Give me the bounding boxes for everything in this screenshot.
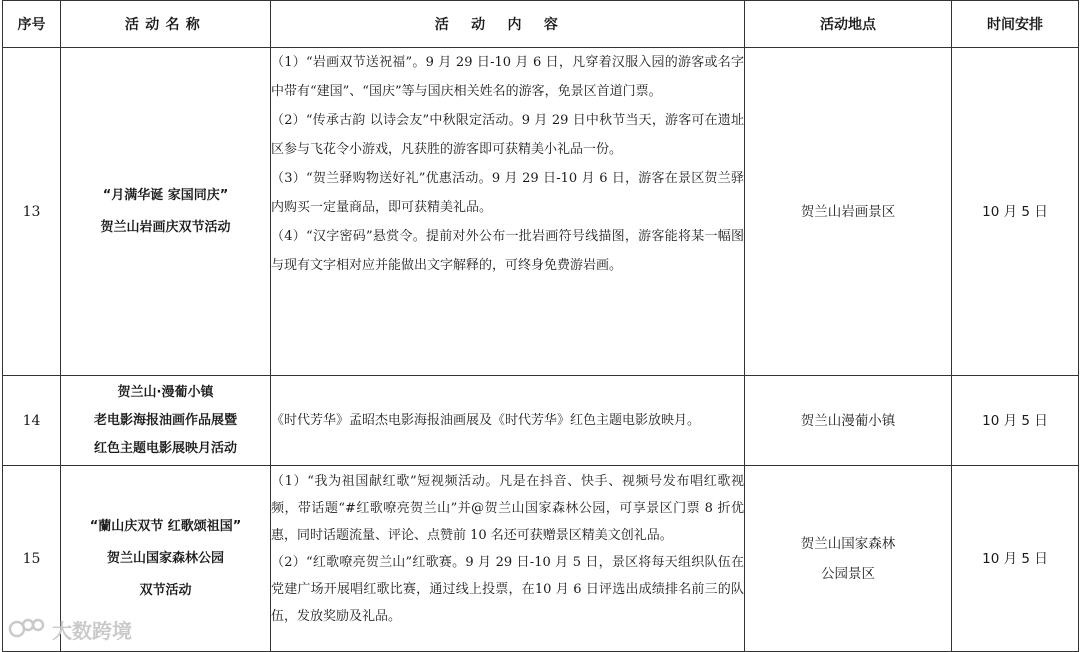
row-place-line: 贺兰山漫葡小镇 — [800, 412, 896, 429]
watermark-text: 大数跨境 — [52, 618, 132, 643]
header-time: 时间安排 — [952, 1, 1079, 48]
row-place — [745, 466, 952, 652]
header-content: 活动内容 — [271, 1, 745, 48]
row-time: 10 月 5 日 — [952, 48, 1079, 376]
row-name — [61, 48, 271, 376]
row-place-line: 公园景区 — [821, 565, 875, 582]
row-content — [271, 48, 745, 376]
header-seq: 序号 — [3, 1, 61, 48]
row-content — [271, 376, 745, 466]
row-name-line: “蘭山庆双节 红歌颂祖国” — [89, 518, 242, 534]
content-paragraph: （4）“汉字密码”悬赏令。提前对外公布一批岩画符号线描图，游客能将某一幅图与现有文字相对应并能做出文字解释的，可终身免费游岩画。 — [271, 229, 744, 273]
table-row — [3, 376, 1079, 466]
activity-table — [2, 0, 1079, 652]
table-header-row — [3, 1, 1079, 48]
row-name-line: 老电影海报油画作品展暨 — [93, 412, 237, 428]
header-place: 活动地点 — [745, 1, 952, 48]
table-row — [3, 48, 1079, 376]
row-name — [61, 376, 271, 466]
row-name-line: 双节活动 — [139, 582, 192, 598]
row-content — [271, 466, 745, 652]
row-name-line: 贺兰山·漫葡小镇 — [117, 384, 214, 400]
row-seq: 14 — [3, 376, 61, 466]
row-place-line: 贺兰山国家森林 — [800, 535, 896, 552]
content-paragraph: （1）“岩画双节送祝福”。9 月 29 日-10 月 6 日，凡穿着汉服入园的游客或名字中带有“建国”、“国庆”等与国庆相关姓名的游客，免景区首道门票。 — [271, 55, 744, 99]
content-paragraph: （1）“我为祖国献红歌”短视频活动。凡是在抖音、快手、视频号发布唱红歌视频，带话题“#红歌嘹亮贺兰山”并@贺兰山国家森林公园，可享景区门票 8 折优惠，同时话题流量、评论、点赞前 10 名还可获赠景区精美文创礼品。 — [271, 474, 744, 543]
row-seq: 15 — [3, 466, 61, 652]
row-name-line: “月满华诞 家国同庆” — [102, 187, 229, 203]
content-paragraph: （2）“传承古韵 以诗会友”中秋限定活动。9 月 29 日中秋节当天，游客可在遗址区参与飞花令小游戏，凡获胜的游客即可获精美小礼品一份。 — [271, 113, 744, 157]
brand-logo-icon — [8, 616, 48, 642]
content-paragraph: （3）“贺兰驿购物送好礼”优惠活动。9 月 29 日-10 月 6 日，游客在景区贺兰驿内购买一定量商品，即可获精美礼品。 — [271, 171, 744, 215]
row-place — [745, 376, 952, 466]
row-name-line: 贺兰山国家森林公园 — [106, 550, 224, 566]
row-place-line: 贺兰山岩画景区 — [800, 203, 896, 220]
table-row — [3, 466, 1079, 652]
row-time: 10 月 5 日 — [952, 376, 1079, 466]
content-paragraph: 《时代芳华》孟昭杰电影海报油画展及《时代芳华》红色主题电影放映月。 — [271, 413, 701, 428]
content-paragraph: （2）“红歌嘹亮贺兰山”红歌赛。9 月 29 日-10 月 5 日，景区将每天组织队伍在党建广场开展唱红歌比赛，通过线上投票，在10 月 6 日评选出成绩排名前三的队伍，发放奖励及礼品。 — [271, 555, 744, 624]
row-place — [745, 48, 952, 376]
watermark — [8, 612, 132, 646]
row-name-line: 红色主题电影展映月活动 — [93, 440, 237, 456]
header-name: 活动名称 — [61, 1, 271, 48]
row-seq: 13 — [3, 48, 61, 376]
row-time: 10 月 5 日 — [952, 466, 1079, 652]
row-name-line: 贺兰山岩画庆双节活动 — [100, 219, 231, 235]
